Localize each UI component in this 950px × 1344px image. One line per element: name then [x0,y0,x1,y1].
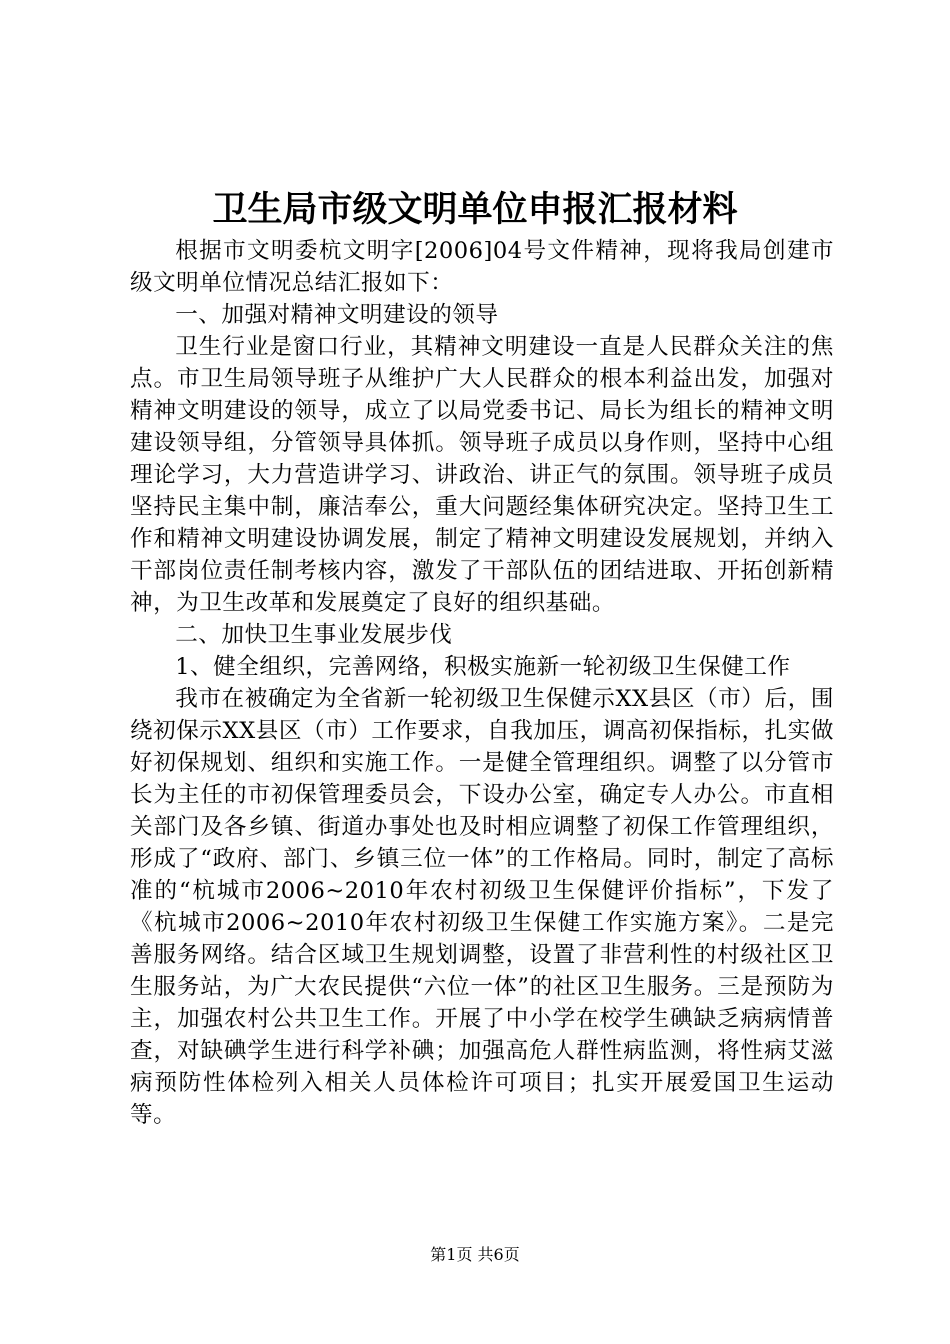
section-heading-2: 二、加快卫生事业发展步伐 [175,622,453,648]
subsection-1-paragraph: 我市在被确定为全省新一轮初级卫生保健示XX县区（市）后，围绕初保示XX县区（市）工作要求，自我加压，调高初保指标，扎实做好初保规划、组织和实施工作。一是健全管理组织。调整了以分管市长为主任的市初保管理委员会，下设办公室，确定专人办公。市直相关部门及各乡镇、街道办事处也及时相应调整了初保工作管理组织，形成了“政府、部门、乡镇三位一体”的工作格局。同时，制定了高标准的“杭城市2006~2010年农村初级卫生保健评价指标”，下发了《杭城市2006~2010年农村初级卫生保健工作实施方案》。二是完善服务网络。结合区域卫生规划调整，设置了非营利性的村级社区卫生服务站，为广大农民提供“六位一体”的社区卫生服务。三是预防为主，加强农村公共卫生工作。开展了中小学在校学生碘缺乏病病情普查，对缺碘学生进行科学补碘；加强高危人群性病监测，将性病艾滋病预防性体检列入相关人员体检许可项目；扎实开展爱国卫生运动等。 [130,686,834,1128]
section-1-paragraph: 卫生行业是窗口行业，其精神文明建设一直是人民群众关注的焦点。市卫生局领导班子从维护广大人民群众的根本利益出发，加强对精神文明建设的领导，成立了以局党委书记、局长为组长的精神文明建设领导组，分管领导具体抓。领导班子成员以身作则，坚持中心组理论学习，大力营造讲学习、讲政治、讲正气的氛围。领导班子成员坚持民主集中制，廉洁奉公，重大问题经集体研究决定。坚持卫生工作和精神文明建设协调发展，制定了精神文明建设发展规划，并纳入干部岗位责任制考核内容，激发了干部队伍的团结进取、开拓创新精神，为卫生改革和发展奠定了良好的组织基础。 [130,334,834,616]
section-heading-1: 一、加强对精神文明建设的领导 [175,302,499,328]
intro-paragraph: 根据市文明委杭文明字[2006]04号文件精神，现将我局创建市级文明单位情况总结汇报如下： [130,238,834,296]
page-footer: 第1页 共6页 [430,1245,520,1264]
subsection-heading-1: 1、健全组织，完善网络，积极实施新一轮初级卫生保健工作 [175,654,791,680]
document-title: 卫生局市级文明单位申报汇报材料 [212,189,738,230]
document-body [130,235,834,1131]
